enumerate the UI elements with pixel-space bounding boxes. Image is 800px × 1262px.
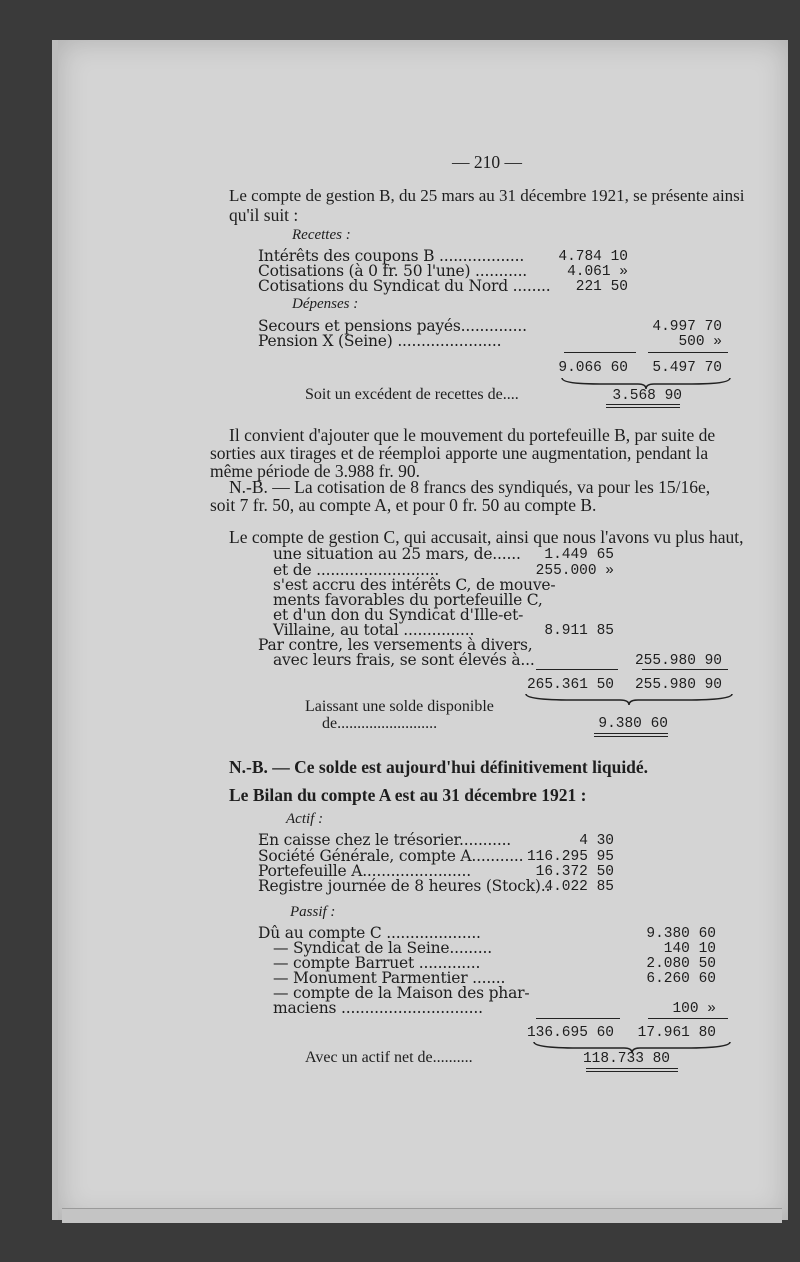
double-rule — [594, 736, 668, 737]
depense-value: 4.997 70 — [652, 319, 722, 335]
double-rule — [606, 404, 680, 405]
excedent-value: 3.568 90 — [612, 388, 682, 404]
double-rule — [586, 1068, 678, 1069]
page-number: — 210 — — [452, 152, 522, 172]
passif-value: 100 » — [672, 1001, 716, 1017]
passif-heading: Passif : — [290, 904, 336, 920]
para-line: sorties aux tirages et de réemploi apporte une augmentation, pendant la — [210, 443, 709, 463]
total-recettes: 9.066 60 — [558, 360, 628, 376]
intro-line-2: qu'il suit : — [229, 205, 299, 225]
passif-label: — compte Barruet ............. — [273, 954, 481, 972]
depense-value: 500 » — [678, 334, 722, 350]
total-passif: 17.961 80 — [637, 1025, 716, 1041]
bilan-title: Le Bilan du compte A est au 31 décembre 1921 : — [229, 785, 587, 805]
par-contre-line: Par contre, les versements à divers, — [258, 636, 533, 654]
recette-value: 221 50 — [575, 279, 628, 295]
total-depenses: 5.497 70 — [652, 360, 722, 376]
compte-c-value: 8.911 85 — [544, 623, 614, 639]
depense-label: Secours et pensions payés.............. — [258, 317, 527, 335]
par-contre-value: 255.980 90 — [634, 653, 722, 669]
nb-cotisation-line: N.-B. — La cotisation de 8 francs des syndiqués, va pour les 15/16e, — [229, 477, 711, 497]
passif-value: 2.080 50 — [646, 956, 716, 972]
compte-c-value: 255.000 » — [535, 563, 614, 579]
actif-heading: Actif : — [286, 811, 324, 827]
actif-value: 4 30 — [579, 833, 614, 849]
passif-value: 9.380 60 — [646, 926, 716, 942]
solde-value: 9.380 60 — [598, 716, 668, 732]
net-value: 118.733 80 — [582, 1051, 670, 1067]
recette-label: Cotisations (à 0 fr. 50 l'une) ........... — [258, 262, 528, 280]
total-right: 255.980 90 — [634, 677, 722, 693]
actif-label: Portefeuille A....................... — [258, 862, 471, 880]
double-rule — [586, 1071, 678, 1072]
passif-label: — compte de la Maison des phar- — [273, 984, 530, 1002]
passif-label: maciens .............................. — [273, 999, 483, 1017]
recettes-heading: Recettes : — [292, 227, 351, 243]
passif-value: 140 10 — [663, 941, 716, 957]
total-left: 265.361 50 — [526, 677, 614, 693]
passif-label: — Monument Parmentier ....... — [273, 969, 506, 987]
rule — [648, 1018, 728, 1019]
solde-label: de......................... — [322, 715, 438, 732]
net-label: Avec un actif net de.......... — [305, 1049, 473, 1066]
compte-c-line: une situation au 25 mars, de...... — [273, 545, 521, 563]
compte-c-line: et d'un don du Syndicat d'Ille-et- — [273, 606, 524, 624]
depense-label: Pension X (Seine) ...................... — [258, 332, 502, 350]
rule — [536, 1018, 620, 1019]
actif-label: Société Générale, compte A........... — [258, 847, 524, 865]
actif-label: Registre journée de 8 heures (Stock).. — [258, 877, 551, 895]
total-actif: 136.695 60 — [526, 1025, 614, 1041]
compte-c-line: s'est accru des intérêts C, de mouve- — [273, 576, 556, 594]
nb-solde: N.-B. — Ce solde est aujourd'hui définitivement liquidé. — [229, 757, 649, 777]
excedent-label: Soit un excédent de recettes de.... — [305, 386, 519, 403]
recette-label: Cotisations du Syndicat du Nord ........ — [258, 277, 551, 295]
intro-line-1: Le compte de gestion B, du 25 mars au 31 décembre 1921, se présente ainsi — [229, 186, 745, 205]
rule — [642, 669, 728, 670]
rule — [536, 669, 618, 670]
nb-cotisation-line: soit 7 fr. 50, au compte A, et pour 0 fr. 50 au compte B. — [210, 495, 597, 515]
para-line: Il convient d'ajouter que le mouvement du portefeuille B, par suite de — [229, 425, 716, 445]
recette-value: 4.061 » — [567, 264, 628, 280]
rule — [564, 352, 636, 353]
solde-label: Laissant une solde disponible — [305, 698, 494, 715]
para-line: même période de 3.988 fr. 90. — [210, 461, 420, 481]
compte-c-line: et de .......................... — [273, 561, 440, 579]
rule — [648, 352, 728, 353]
brace — [524, 692, 734, 706]
passif-label: Dû au compte C .................... — [258, 924, 481, 942]
double-rule — [606, 407, 680, 408]
actif-value: 4.022 85 — [544, 879, 614, 895]
passif-label: — Syndicat de la Seine......... — [273, 939, 492, 957]
compte-c-line: Villaine, au total ............... — [273, 621, 475, 639]
depenses-heading: Dépenses : — [292, 296, 359, 312]
double-rule — [594, 733, 668, 734]
par-contre-line: avec leurs frais, se sont élevés à... — [273, 651, 535, 669]
compte-c-value: 1.449 65 — [544, 547, 614, 563]
compte-c-intro: Le compte de gestion C, qui accusait, ainsi que nous l'avons vu plus haut, — [229, 527, 744, 547]
actif-value: 116.295 95 — [526, 849, 614, 865]
actif-value: 16.372 50 — [535, 864, 614, 880]
compte-c-line: ments favorables du portefeuille C, — [273, 591, 543, 609]
passif-value: 6.260 60 — [646, 971, 716, 987]
page-edge — [62, 1208, 782, 1223]
recette-value: 4.784 10 — [558, 249, 628, 265]
recette-label: Intérêts des coupons B .................. — [258, 247, 525, 265]
actif-label: En caisse chez le trésorier........... — [258, 831, 512, 849]
